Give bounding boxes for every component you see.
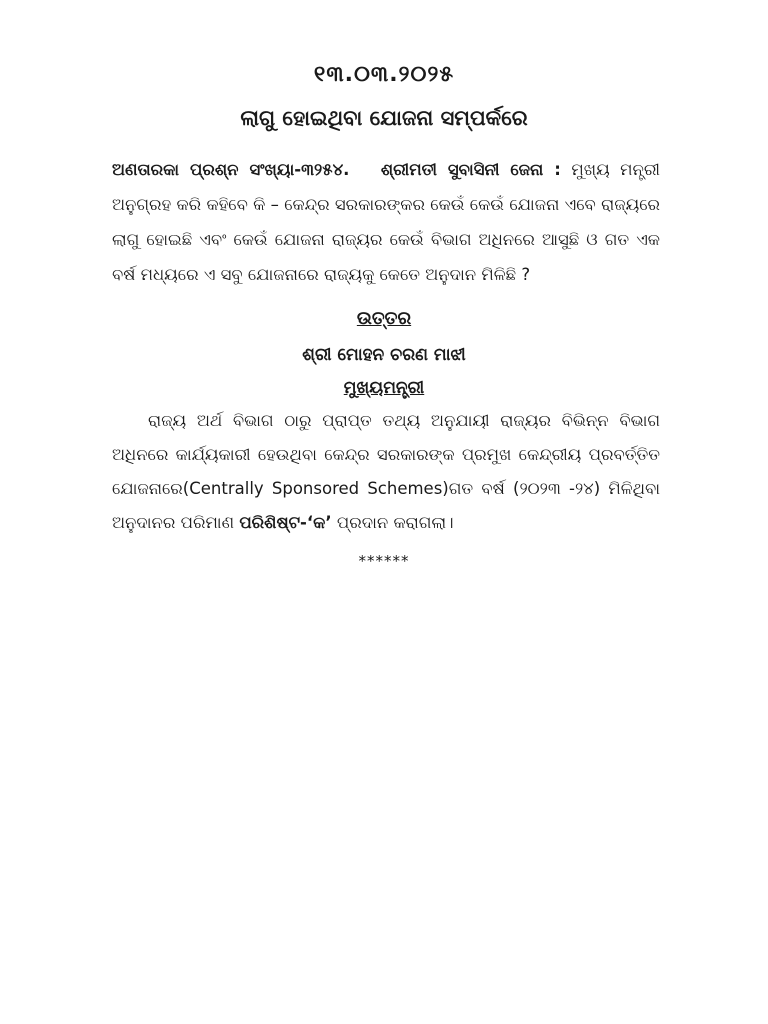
answer-paragraph [112, 404, 660, 540]
minister-designation: ମୁଖ୍ୟମନ୍ତ୍ରୀ [343, 378, 425, 398]
minister-name: ଶ୍ରୀ ମୋହନ ଚରଣ ମାଝୀ [302, 345, 466, 365]
question-member: ଶ୍ରୀମତୀ ସୁବାସିନୀ ଜେନା : [380, 160, 561, 179]
answer-closing: ପ୍ରଦାନ କରାଗଲା। [336, 513, 454, 532]
document-date: ୧୩.୦୩.୨୦୨୫ [313, 62, 455, 87]
question-text: ମୁଖ୍ୟ ମନ୍ତ୍ରୀ ଅନୁଗ୍ରହ କରି କହିବେ କି – କେନ୍ଦ୍ର ସରକାରଙ୍କର କେଉଁ କେଉଁ ଯୋଜନା ଏବେ ରାଜ୍ୟରେ ଲାଗୁ ହୋଇଛି ଏବଂ କେଉଁ ଯୋଜନା ରାଜ୍ୟର କେଉଁ ବିଭାଗ ଅଧିନରେ ଆସୁଛି ଓ ଗତ ଏକ ବର୍ଷ ମଧ୍ୟରେ ଏ ସବୁ ଯୋଜନାରେ ରାଜ୍ୟକୁ କେତେ ଅନୁଦାନ ମିଳିଛି ? [112, 160, 660, 284]
annexure-reference: ପରିଶିଷ୍ଟ-‘କ’ [239, 513, 332, 532]
answer-text: ରାଜ୍ୟ ଅର୍ଥ ବିଭାଗ ଠାରୁ ପ୍ରାପ୍ତ ତଥ୍ୟ ଅନୁଯାୟୀ ରାଜ୍ୟର ବିଭିନ୍ନ ବିଭାଗ ଅଧିନରେ କାର୍ଯ୍ୟକାରୀ ହେଉଥିବା କେନ୍ଦ୍ର ସରକାରଙ୍କ ପ୍ରମୁଖ କେନ୍ଦ୍ରୀୟ ପ୍ରବର୍ତ୍ତିତ ଯୋଜନାରେ(Centrally Sponsored Schemes)ଗତ ବର୍ଷ (୨୦୨୩ -୨୪) ମିଳିଥିବା ଅନୁଦାନର ପରିମାଣ [112, 411, 660, 532]
document-title: ଲାଗୁ ହୋଇଥିବା ଯୋଜନା ସମ୍ପର୍କରେ [240, 106, 528, 130]
end-marker: ****** [358, 552, 410, 570]
answer-heading: ଉତ୍ତର [356, 308, 412, 329]
question-paragraph [112, 152, 660, 292]
question-label: ଅଣତାରକା ପ୍ରଶ୍ନ ସଂଖ୍ୟା-୩୨୫୪. [112, 160, 350, 179]
